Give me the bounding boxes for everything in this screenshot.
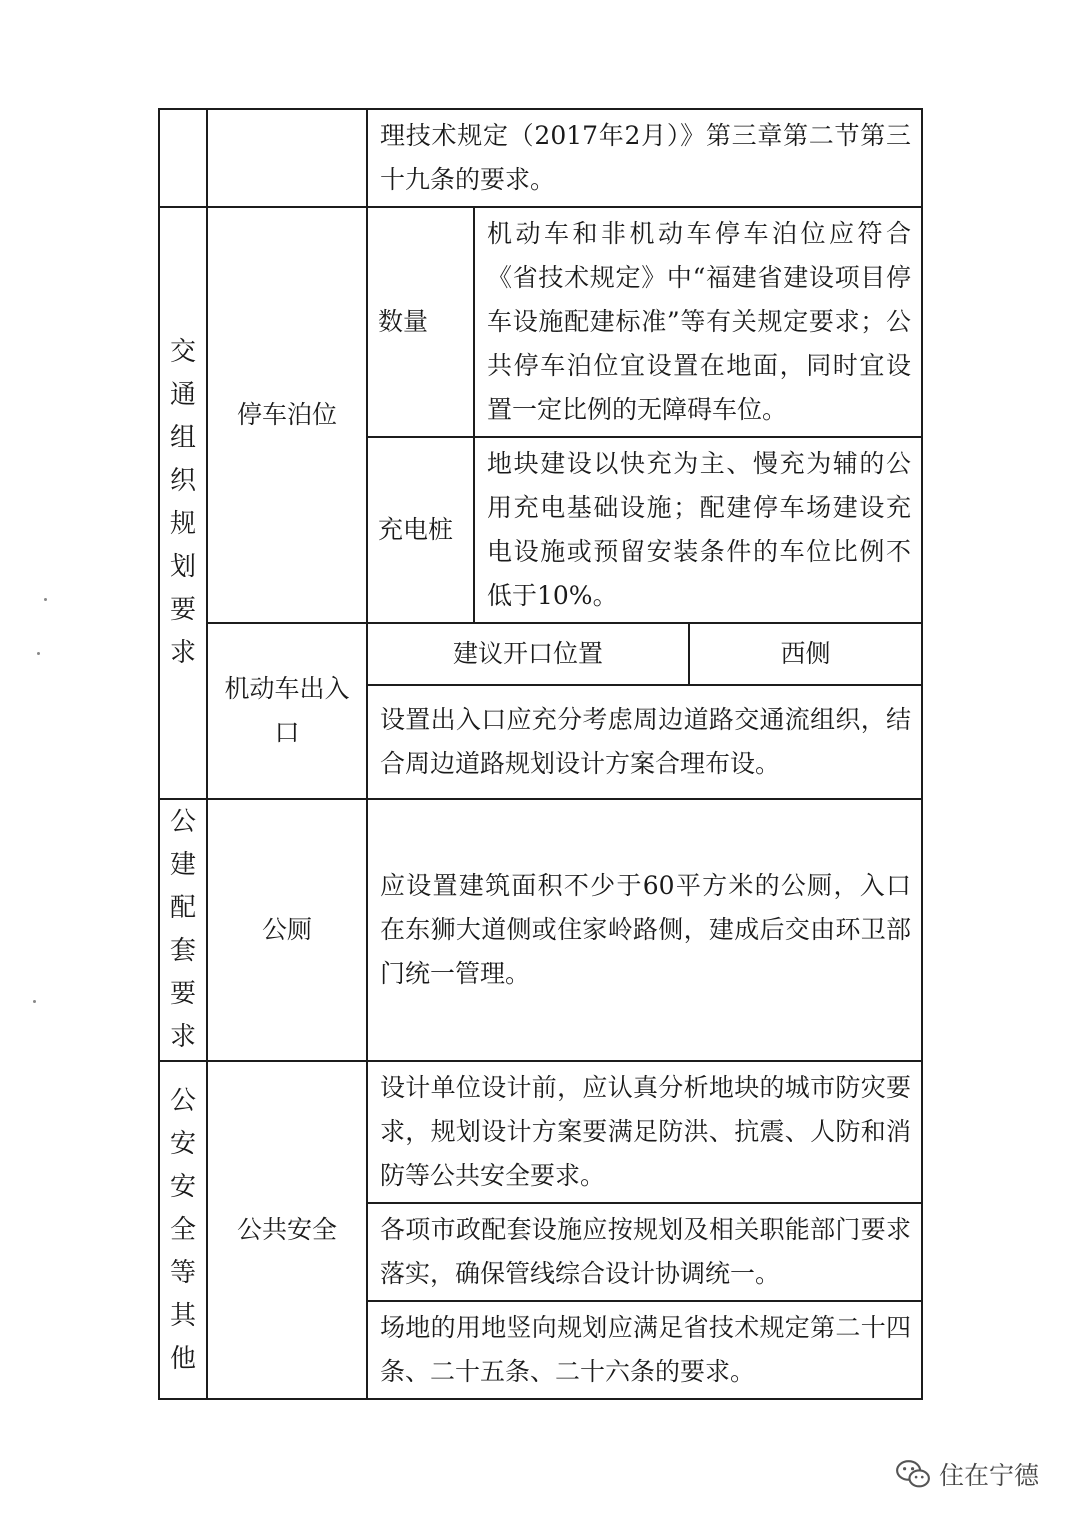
watermark <box>895 1456 1039 1492</box>
safety-item: 各项市政配套设施应按规划及相关职能部门要求落实，确保管线综合设计协调统一。 <box>367 1203 922 1301</box>
public-safety-label: 公共安全 <box>207 1061 367 1399</box>
toilet-text: 应设置建筑面积不少于60平方米的公厕，入口在东狮大道侧或住家岭路侧，建成后交由环卫部门统一管理。 <box>367 799 922 1061</box>
entrance-text: 设置出入口应充分考虑周边道路交通流组织，结合周边道路规划设计方案合理布设。 <box>367 685 922 799</box>
toilet-label: 公厕 <box>207 799 367 1061</box>
traffic-category-label: 交通组织规划要求 <box>169 337 196 668</box>
opening-position-label: 建议开口位置 <box>367 623 689 685</box>
scan-speck <box>33 1000 36 1003</box>
scan-speck <box>44 598 47 601</box>
quantity-text: 机动车和非机动车停车泊位应符合《省技术规定》中“福建省建设项目停车设施配建标准”等有关规定要求；公共停车泊位宜设置在地面，同时宜设置一定比例的无障碍车位。 <box>474 207 922 437</box>
table-row <box>159 623 922 685</box>
table-row <box>159 109 922 207</box>
safety-item: 设计单位设计前，应认真分析地块的城市防灾要求，规划设计方案要满足防洪、抗震、人防和消防等公共安全要求。 <box>367 1061 922 1203</box>
empty-sub-cell <box>207 109 367 207</box>
traffic-category-cell <box>159 207 207 799</box>
planning-requirements-table <box>158 108 923 1400</box>
watermark-text: 住在宁德 <box>939 1461 1040 1490</box>
safety-item: 场地的用地竖向规划应满足省技术规定第二十四条、二十五条、二十六条的要求。 <box>367 1301 922 1399</box>
parking-label: 停车泊位 <box>207 207 367 623</box>
opening-position-value: 西侧 <box>689 623 922 685</box>
empty-category-cell <box>159 109 207 207</box>
entrance-label: 机动车出入口 <box>207 623 367 799</box>
safety-category-label: 公安安全等其他 <box>169 1085 196 1374</box>
table-row <box>159 207 922 437</box>
public-facilities-category-label: 公建配套要求 <box>169 807 196 1052</box>
continuation-text: 理技术规定（2017年2月）》第三章第二节第三十九条的要求。 <box>367 109 922 207</box>
charging-text: 地块建设以快充为主、慢充为辅的公用充电基础设施；配建停车场建设充电设施或预留安装条件的车位比例不低于10%。 <box>474 437 922 623</box>
table-row <box>159 799 922 1061</box>
safety-category-cell <box>159 1061 207 1399</box>
wechat-icon <box>895 1459 931 1489</box>
charging-label: 充电桩 <box>367 437 474 623</box>
public-facilities-category-cell <box>159 799 207 1061</box>
scan-speck <box>37 652 40 655</box>
table-row <box>159 1061 922 1203</box>
quantity-label: 数量 <box>367 207 474 437</box>
